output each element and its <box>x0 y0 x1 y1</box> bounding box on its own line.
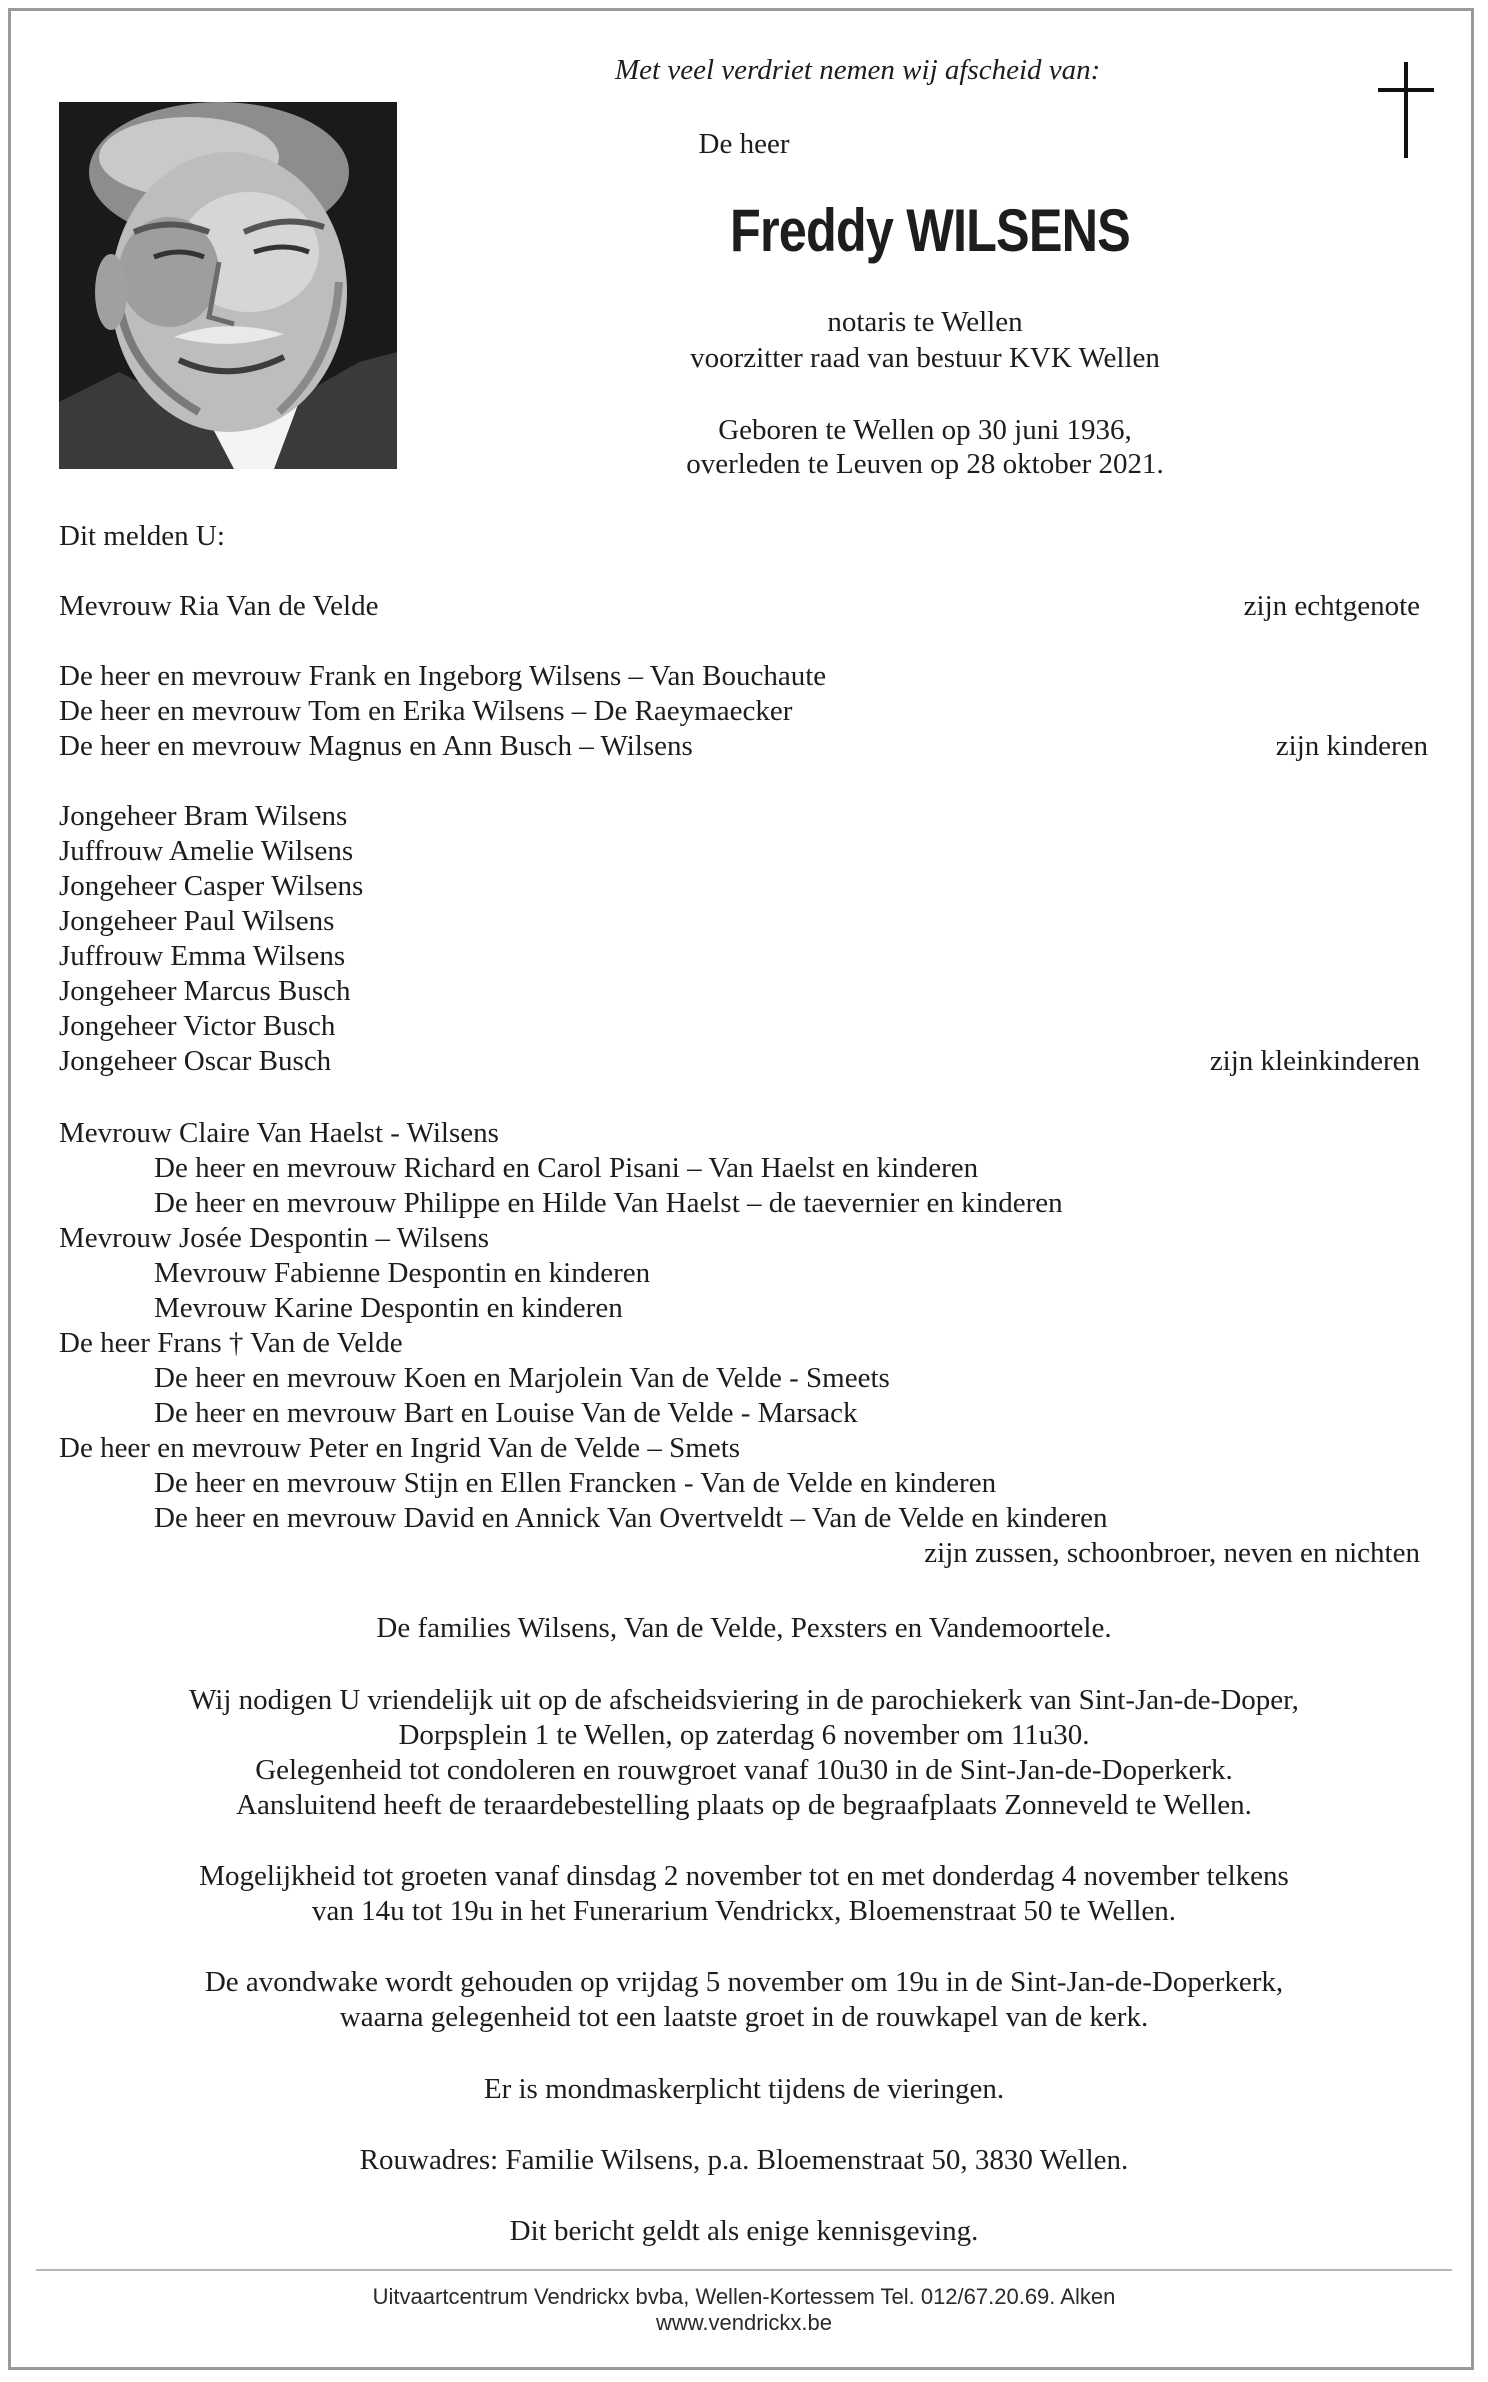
ceremony-line-2: Dorpsplein 1 te Wellen, op zaterdag 6 november om 11u30. <box>398 1719 1090 1751</box>
spouse-relation: zijn echtgenote <box>1243 590 1420 622</box>
sibling-line-8: De heer en mevrouw Koen en Marjolein Van de Velde - Smeets <box>154 1362 890 1394</box>
mask-notice: Er is mondmaskerplicht tijdens de vieringen. <box>483 2073 1005 2105</box>
child-line-3: De heer en mevrouw Magnus en Ann Busch – Wilsens <box>59 730 693 762</box>
footer-divider <box>36 2269 1452 2271</box>
sibling-line-10: De heer en mevrouw Peter en Ingrid Van de Velde – Smets <box>59 1432 741 1464</box>
sibling-line-5: Mevrouw Fabienne Despontin en kinderen <box>154 1257 651 1289</box>
grandchild-line-6: Jongeheer Marcus Busch <box>59 975 351 1007</box>
notice-line: Dit bericht geldt als enige kennisgeving. <box>509 2215 979 2247</box>
grandchildren-relation: zijn kleinkinderen <box>1209 1045 1420 1077</box>
families-line: De families Wilsens, Van de Velde, Pexsters en Vandemoortele. <box>376 1612 1112 1644</box>
sibling-line-6: Mevrouw Karine Despontin en kinderen <box>154 1292 623 1324</box>
child-line-2: De heer en mevrouw Tom en Erika Wilsens – De Raeymaecker <box>59 695 793 727</box>
deceased-name <box>540 196 1320 266</box>
intro-text: Met veel verdriet nemen wij afscheid van: <box>615 54 1101 86</box>
grandchild-line-1: Jongeheer Bram Wilsens <box>59 800 348 832</box>
footer-website[interactable]: www.vendrickx.be <box>655 2310 833 2335</box>
spouse-name: Mevrouw Ria Van de Velde <box>59 590 379 622</box>
grandchild-line-5: Juffrouw Emma Wilsens <box>59 940 346 972</box>
ceremony-line-1: Wij nodigen U vriendelijk uit op de afscheidsviering in de parochiekerk van Sint-Jan-de-Doper, <box>189 1684 1299 1716</box>
sibling-line-1: Mevrouw Claire Van Haelst - Wilsens <box>59 1117 499 1149</box>
role-line-1: notaris te Wellen <box>827 306 1023 338</box>
birth-line: Geboren te Wellen op 30 juni 1936, <box>718 414 1132 446</box>
siblings-relation: zijn zussen, schoonbroer, neven en nichten <box>924 1537 1420 1569</box>
grandchild-line-8: Jongeheer Oscar Busch <box>59 1045 332 1077</box>
sibling-line-12: De heer en mevrouw David en Annick Van Overtveldt – Van de Velde en kinderen <box>154 1502 1108 1534</box>
title-prefix: De heer <box>698 128 790 160</box>
sibling-line-3: De heer en mevrouw Philippe en Hilde Van Haelst – de taevernier en kinderen <box>154 1187 1063 1219</box>
ceremony-line-4: Aansluitend heeft de teraardebestelling plaats op de begraafplaats Zonneveld te Wellen. <box>236 1789 1252 1821</box>
footer-company: Uitvaartcentrum Vendrickx bvba, Wellen-Kortessem Tel. 012/67.20.69. Alken <box>372 2284 1116 2309</box>
grandchild-line-3: Jongeheer Casper Wilsens <box>59 870 364 902</box>
sibling-line-7: De heer Frans † Van de Velde <box>59 1327 403 1359</box>
visiting-line-2: van 14u tot 19u in het Funerarium Vendrickx, Bloemenstraat 50 te Wellen. <box>312 1895 1176 1927</box>
wake-line-2: waarna gelegenheid tot een laatste groet in de rouwkapel van de kerk. <box>339 2001 1149 2033</box>
child-line-1: De heer en mevrouw Frank en Ingeborg Wilsens – Van Bouchaute <box>59 660 827 692</box>
death-line: overleden te Leuven op 28 oktober 2021. <box>686 448 1164 480</box>
deceased-name-text: Freddy WILSENS <box>730 197 1130 264</box>
announce-text: Dit melden U: <box>59 520 225 552</box>
sibling-line-9: De heer en mevrouw Bart en Louise Van de Velde - Marsack <box>154 1397 858 1429</box>
grandchild-line-4: Jongeheer Paul Wilsens <box>59 905 335 937</box>
mourning-address: Rouwadres: Familie Wilsens, p.a. Bloemenstraat 50, 3830 Wellen. <box>359 2144 1129 2176</box>
grandchild-line-7: Jongeheer Victor Busch <box>59 1010 336 1042</box>
sibling-line-4: Mevrouw Josée Despontin – Wilsens <box>59 1222 490 1254</box>
sibling-line-2: De heer en mevrouw Richard en Carol Pisani – Van Haelst en kinderen <box>154 1152 979 1184</box>
ceremony-line-3: Gelegenheid tot condoleren en rouwgroet vanaf 10u30 in de Sint-Jan-de-Doperkerk. <box>255 1754 1233 1786</box>
children-relation: zijn kinderen <box>1275 730 1428 762</box>
sibling-line-11: De heer en mevrouw Stijn en Ellen Francken - Van de Velde en kinderen <box>154 1467 997 1499</box>
role-line-2: voorzitter raad van bestuur KVK Wellen <box>690 342 1160 374</box>
wake-line-1: De avondwake wordt gehouden op vrijdag 5 november om 19u in de Sint-Jan-de-Doperkerk, <box>204 1966 1284 1998</box>
visiting-line-1: Mogelijkheid tot groeten vanaf dinsdag 2 november tot en met donderdag 4 november telkens <box>199 1860 1289 1892</box>
grandchild-line-2: Juffrouw Amelie Wilsens <box>59 835 354 867</box>
